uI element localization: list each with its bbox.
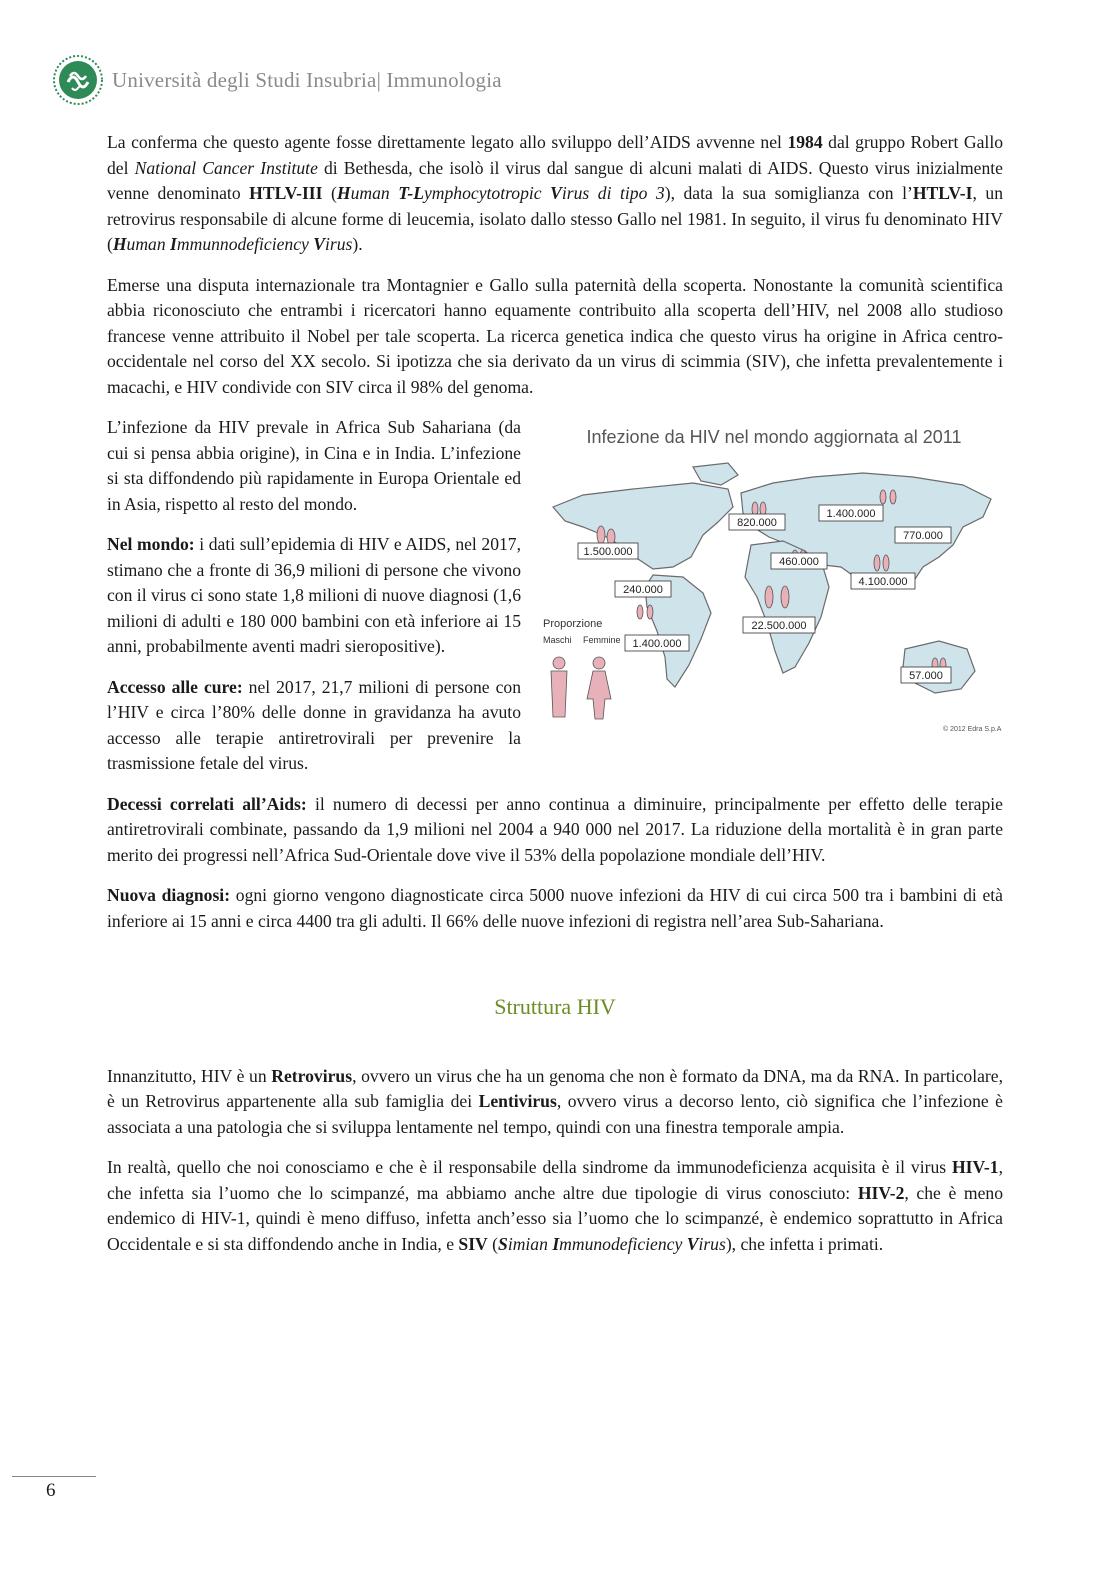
text-run: ), che infetta i primati. [725, 1233, 884, 1254]
page-header [52, 54, 502, 106]
legend-female-body-icon [587, 671, 611, 719]
map-label: 1.400.000 [826, 508, 876, 520]
legend-male: Maschi [543, 635, 572, 645]
text-run: ogni giorno vengono diagnosticate circa 5000 nuove infezioni da HIV di cui circa 500 tra i bambini di età inferiore ai 15 anni e circa 4400 tra gli adulti. Il 66% delle nuove infezioni di registra nell’area Sub-Sahariana. [107, 885, 1003, 931]
text-run [113, 234, 127, 254]
text-run: H [112, 234, 127, 254]
text-run: mmunodeficiency [559, 1233, 687, 1254]
female-figure-icon [781, 586, 789, 608]
text-run: irus di tipo 3 [561, 183, 665, 203]
map-legend [543, 618, 621, 719]
text-run: National Cancer Institute [134, 157, 318, 178]
map-title: Infezione da HIV nel mondo aggiornata al 2011 [586, 427, 962, 447]
text-run: uman [350, 183, 399, 203]
text-run: I [170, 234, 177, 254]
text-run: HIV-2 [857, 1182, 905, 1203]
text-run: dal gruppo Robert Gallo del [107, 132, 1004, 178]
paragraph [107, 792, 1003, 869]
text-run: uman [126, 234, 171, 254]
text-run: HTLV-III [249, 183, 323, 203]
text-run: L’infezione da HIV prevale in Africa Sub Sahariana (da cui si pensa abbia origine), in Cina e in India. L’infezione si sta diffondendo più rapidamente in Europa Orientale ed in Asia, rispetto al resto del mondo. [107, 417, 521, 514]
greenland-shape [693, 463, 738, 485]
text-run: ( [487, 1233, 499, 1254]
text-run [398, 183, 424, 203]
map-label: 22.500.000 [751, 620, 807, 632]
text-run: irus [698, 1233, 726, 1254]
paragraph [107, 1155, 1003, 1257]
text-run: ymphocytotropic [423, 183, 551, 203]
hiv-world-map-figure [543, 417, 1005, 747]
text-run: , che è meno endemico di HIV-1, quindi è meno diffuso, infetta anch’esso sia l’uomo che lo scimpanzé, è endemico soprattutto in Africa Occidentale e si sta diffondendo anche in India, e [107, 1182, 1003, 1254]
paragraph [107, 1064, 1003, 1141]
text-run: HTLV-I [912, 183, 973, 203]
text-run: Innanzitutto, HIV è un [107, 1065, 272, 1086]
male-figure-icon [765, 586, 773, 608]
text-run: ). [352, 234, 363, 254]
male-figure-icon [874, 555, 880, 571]
text-run: I [552, 1233, 560, 1254]
text-run: , che infetta sia l’uomo che lo scimpanzé, ma abbiamo anche altre due tipologie di virus conosciuto: [107, 1157, 1003, 1203]
text-run [550, 183, 562, 203]
text-run: SIV [458, 1233, 488, 1254]
text-run: ( [322, 183, 337, 203]
map-label: 57.000 [909, 670, 943, 682]
text-run: di Bethesda, che isolò il virus dal sangue di alcuni malati di AIDS. Questo virus inizialmente venne denominato [107, 157, 1003, 203]
text-run: Retrovirus [271, 1065, 353, 1086]
map-label: 4.100.000 [858, 576, 908, 588]
text-run: T-L [398, 183, 424, 203]
paragraph [107, 130, 1003, 258]
text-run [498, 1234, 508, 1254]
male-figure-icon [880, 490, 886, 504]
text-run: nel 2017, 21,7 milioni di persone con l’HIV e circa l’80% delle donne in gravidanza ha avuto accesso alle terapie antiretrovirali per prevenire la trasmissione fetale del virus. [107, 676, 521, 773]
female-figure-icon [607, 529, 615, 545]
male-figure-icon [597, 526, 605, 544]
map-label: 240.000 [623, 584, 663, 596]
text-run: Decessi correlati all’Aids: [107, 793, 307, 814]
text-run [313, 234, 325, 254]
text-run: il numero di decessi per anno continua a diminuire, principalmente per effetto delle terapie antiretrovirali combinate, passando da 1,9 milioni nel 2004 a 940 000 nel 2017. La riduzione della mortalità è in gran parte merito dei progressi nell’Africa Sud-Orientale dove vive il 53% della popolazione mondiale dell’HIV. [107, 793, 1003, 865]
text-run: Nuova diagnosi: [107, 885, 231, 905]
legend-male-body-icon [551, 671, 567, 717]
text-run: 1984 [787, 132, 823, 152]
map-label: 770.000 [903, 530, 943, 542]
world-map-land [553, 463, 991, 693]
text-run: , ovvero virus a decorso lento, ciò significa che l’infezione è associata a una patologia che si sviluppa lentamente nel tempo, quindi con una finestra temporale ampia. [107, 1091, 1003, 1137]
paragraph [107, 883, 1003, 934]
text-run: V [686, 1233, 699, 1254]
text-run: Accesso alle cure: [107, 676, 243, 697]
text-run: ), data la sua somiglianza con l’ [664, 183, 913, 203]
text-run: H [336, 183, 351, 203]
map-label: 1.400.000 [632, 638, 682, 650]
text-run: imian [507, 1233, 553, 1254]
male-figure-icon [637, 605, 643, 619]
map-section [107, 415, 1003, 777]
text-run: irus [324, 234, 353, 254]
text-run: Emerse una disputa internazionale tra Montagnier e Gallo sulla paternità della scoperta. Nonostante la comunità scientifica abbia riconosciuto che entrambi i ricercatori hanno equamente contribuito alla scoperta dell’HIV, nel 2008 allo studioso francese venne attribuito il Nobel per tale scoperta. La ricerca genetica indica che questo virus ha origine in Africa centro-occidentale nel corso del XX secolo. Si ipotizza che sia derivato da un virus di scimmia (SIV), che infetta prevalentemente i macachi, e HIV condivide con SIV circa il 98% del genoma. [107, 274, 1003, 397]
female-figure-icon [647, 605, 653, 619]
page-number: 6 [46, 1480, 56, 1501]
paragraph [107, 273, 1003, 401]
legend-title: Proporzione [543, 618, 603, 630]
section-title: Struttura HIV [494, 994, 616, 1019]
text-run: mmunnodeficiency [176, 234, 314, 254]
text-run: , ovvero un virus che ha un genoma che non è formato da DNA, ma da RNA. In particolare, è un Retrovirus appartenente alla sub famiglia dei [107, 1065, 1003, 1111]
text-run: i dati sull’epidemia di HIV e AIDS, nel 2017, stimano che a fronte di 36,9 milioni di persone che vivono con il virus ci sono state 1,8 milioni di nuove diagnosi (1,6 milioni di adulti e 180 000 bambini con età inferiore ai 15 anni, probabilmente aventi madri sieropositive). [107, 534, 521, 656]
legend-female-icon [593, 657, 605, 669]
female-figure-icon [890, 490, 896, 504]
text-run: S [498, 1233, 508, 1254]
map-label: 820.000 [737, 517, 777, 529]
map-label: 460.000 [779, 556, 819, 568]
map-copyright: © 2012 Edra S.p.A [943, 726, 1002, 733]
text-run [687, 1234, 699, 1254]
header-title: Università degli Studi Insubria| Immunologia [112, 67, 502, 92]
text-run: Lentivirus [478, 1091, 557, 1111]
text-run: V [550, 183, 562, 203]
legend-female: Femmine [583, 635, 621, 645]
text-run [170, 234, 177, 254]
text-run: In realtà, quello che noi conosciamo e che è il responsabile della sindrome da immunodeficienza acquisita è il virus [107, 1157, 952, 1177]
female-figure-icon [883, 555, 889, 571]
university-logo-icon [52, 54, 104, 106]
footer-divider [12, 1476, 96, 1477]
text-run: HIV-1 [952, 1157, 999, 1177]
text-run: V [313, 234, 325, 254]
text-run: La conferma che questo agente fosse direttamente legato allo sviluppo dell’AIDS avvenne nel [107, 132, 788, 152]
legend-male-icon [553, 657, 565, 669]
map-label: 1.500.000 [583, 546, 633, 558]
text-run [337, 183, 351, 203]
document-body [107, 130, 1003, 1272]
text-run: , un retrovirus responsabile di alcune forme di leucemia, isolato dallo stesso Gallo nel 1981. In seguito, il virus fu denominato HIV ( [107, 183, 1004, 254]
text-run: Nel mondo: [107, 534, 195, 554]
